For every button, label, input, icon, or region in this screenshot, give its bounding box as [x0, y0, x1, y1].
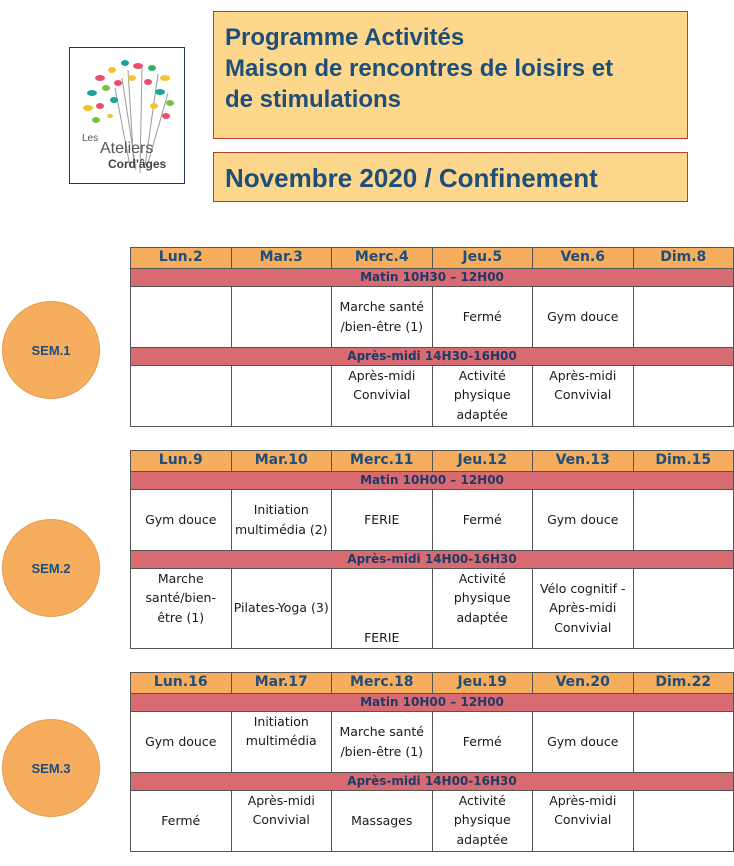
activity-cell: [131, 365, 232, 426]
logo-text-les: Les: [82, 133, 99, 144]
day-header: Merc.18: [332, 673, 433, 694]
afternoon-band: [131, 550, 734, 568]
day-header: Jeu.5: [432, 248, 533, 269]
day-header: Mar.10: [231, 451, 332, 472]
afternoon-time-label: Après-midi 14H00-16H30: [131, 550, 734, 568]
afternoon-row: [131, 790, 734, 851]
activity-cell: Activité physique adaptée: [432, 365, 533, 426]
day-header: Dim.22: [633, 673, 734, 694]
activity-cell: [231, 365, 332, 426]
day-header: Dim.15: [633, 451, 734, 472]
activity-cell: Fermé: [131, 790, 232, 851]
day-header: Ven.6: [533, 248, 634, 269]
day-header: Dim.8: [633, 248, 734, 269]
afternoon-time-label: Après-midi 14H30-16H00: [131, 347, 734, 365]
activity-cell: Après-midi Convivial: [533, 365, 634, 426]
activity-cell: Marche santé /bien-être (1): [332, 711, 433, 772]
morning-row: [131, 489, 734, 550]
day-header: Jeu.12: [432, 451, 533, 472]
month-title: Novembre 2020 / Confinement: [213, 152, 688, 202]
week-3-schedule: [130, 672, 734, 852]
activity-cell: Initiation multimédia: [231, 711, 332, 772]
morning-band: [131, 693, 734, 711]
morning-band: [131, 268, 734, 286]
day-header-row: [131, 248, 734, 269]
day-header: Merc.11: [332, 451, 433, 472]
day-header-row: [131, 673, 734, 694]
activity-cell: Fermé: [432, 286, 533, 347]
title-line-3: de stimulations: [225, 86, 402, 113]
activity-cell: Après-midi Convivial: [533, 790, 634, 851]
day-header: Jeu.19: [432, 673, 533, 694]
day-header: Ven.13: [533, 451, 634, 472]
afternoon-time-label: Après-midi 14H00-16H30: [131, 772, 734, 790]
activity-cell: [633, 365, 734, 426]
activity-cell: Initiation multimédia (2): [231, 489, 332, 550]
activity-cell: [633, 286, 734, 347]
program-title: [213, 11, 688, 139]
activity-cell: [131, 286, 232, 347]
activity-cell: [633, 568, 734, 648]
logo-text-cordages: Cord'âges: [108, 157, 167, 171]
day-header: Ven.20: [533, 673, 634, 694]
week-2-schedule: [130, 450, 734, 649]
afternoon-band: [131, 347, 734, 365]
day-header: Mar.3: [231, 248, 332, 269]
week-1-badge: SEM.1: [2, 301, 100, 399]
activity-cell: [633, 790, 734, 851]
week-3-badge: SEM.3: [2, 719, 100, 817]
activity-cell: Massages: [332, 790, 433, 851]
morning-time-label: Matin 10H00 – 12H00: [131, 471, 734, 489]
activity-cell: FERIE: [332, 568, 433, 648]
afternoon-row: [131, 568, 734, 648]
title-line-1: Programme Activités: [225, 24, 465, 51]
activity-cell: Marche santé/bien-être (1): [131, 568, 232, 648]
activity-cell: Gym douce: [131, 711, 232, 772]
afternoon-band: [131, 772, 734, 790]
activity-cell: Activité physique adaptée: [432, 568, 533, 648]
activity-cell: FERIE: [332, 489, 433, 550]
activity-cell: Après-midi Convivial: [332, 365, 433, 426]
logo-text-ateliers: Ateliers: [100, 140, 154, 157]
day-header: Mar.17: [231, 673, 332, 694]
title-line-2: Maison de rencontres de loisirs et: [225, 55, 614, 82]
day-header: Lun.9: [131, 451, 232, 472]
day-header: Lun.16: [131, 673, 232, 694]
activity-cell: Vélo cognitif - Après-midi Convivial: [533, 568, 634, 648]
activity-cell: Fermé: [432, 711, 533, 772]
activity-cell: Fermé: [432, 489, 533, 550]
activity-cell: Gym douce: [533, 711, 634, 772]
day-header: Lun.2: [131, 248, 232, 269]
activity-cell: [231, 286, 332, 347]
activity-cell: Pilates-Yoga (3): [231, 568, 332, 648]
activity-cell: Gym douce: [533, 286, 634, 347]
logo: [69, 47, 185, 184]
week-2-badge: SEM.2: [2, 519, 100, 617]
activity-cell: Après-midi Convivial: [231, 790, 332, 851]
day-header: Merc.4: [332, 248, 433, 269]
activity-cell: Gym douce: [533, 489, 634, 550]
activity-cell: Marche santé /bien-être (1): [332, 286, 433, 347]
morning-time-label: Matin 10H00 – 12H00: [131, 693, 734, 711]
morning-row: [131, 711, 734, 772]
week-1-schedule: [130, 247, 734, 427]
activity-cell: [633, 489, 734, 550]
day-header-row: [131, 451, 734, 472]
morning-row: [131, 286, 734, 347]
morning-band: [131, 471, 734, 489]
afternoon-row: [131, 365, 734, 426]
activity-cell: Activité physique adaptée: [432, 790, 533, 851]
activity-cell: Gym douce: [131, 489, 232, 550]
morning-time-label: Matin 10H30 – 12H00: [131, 268, 734, 286]
activity-cell: [633, 711, 734, 772]
